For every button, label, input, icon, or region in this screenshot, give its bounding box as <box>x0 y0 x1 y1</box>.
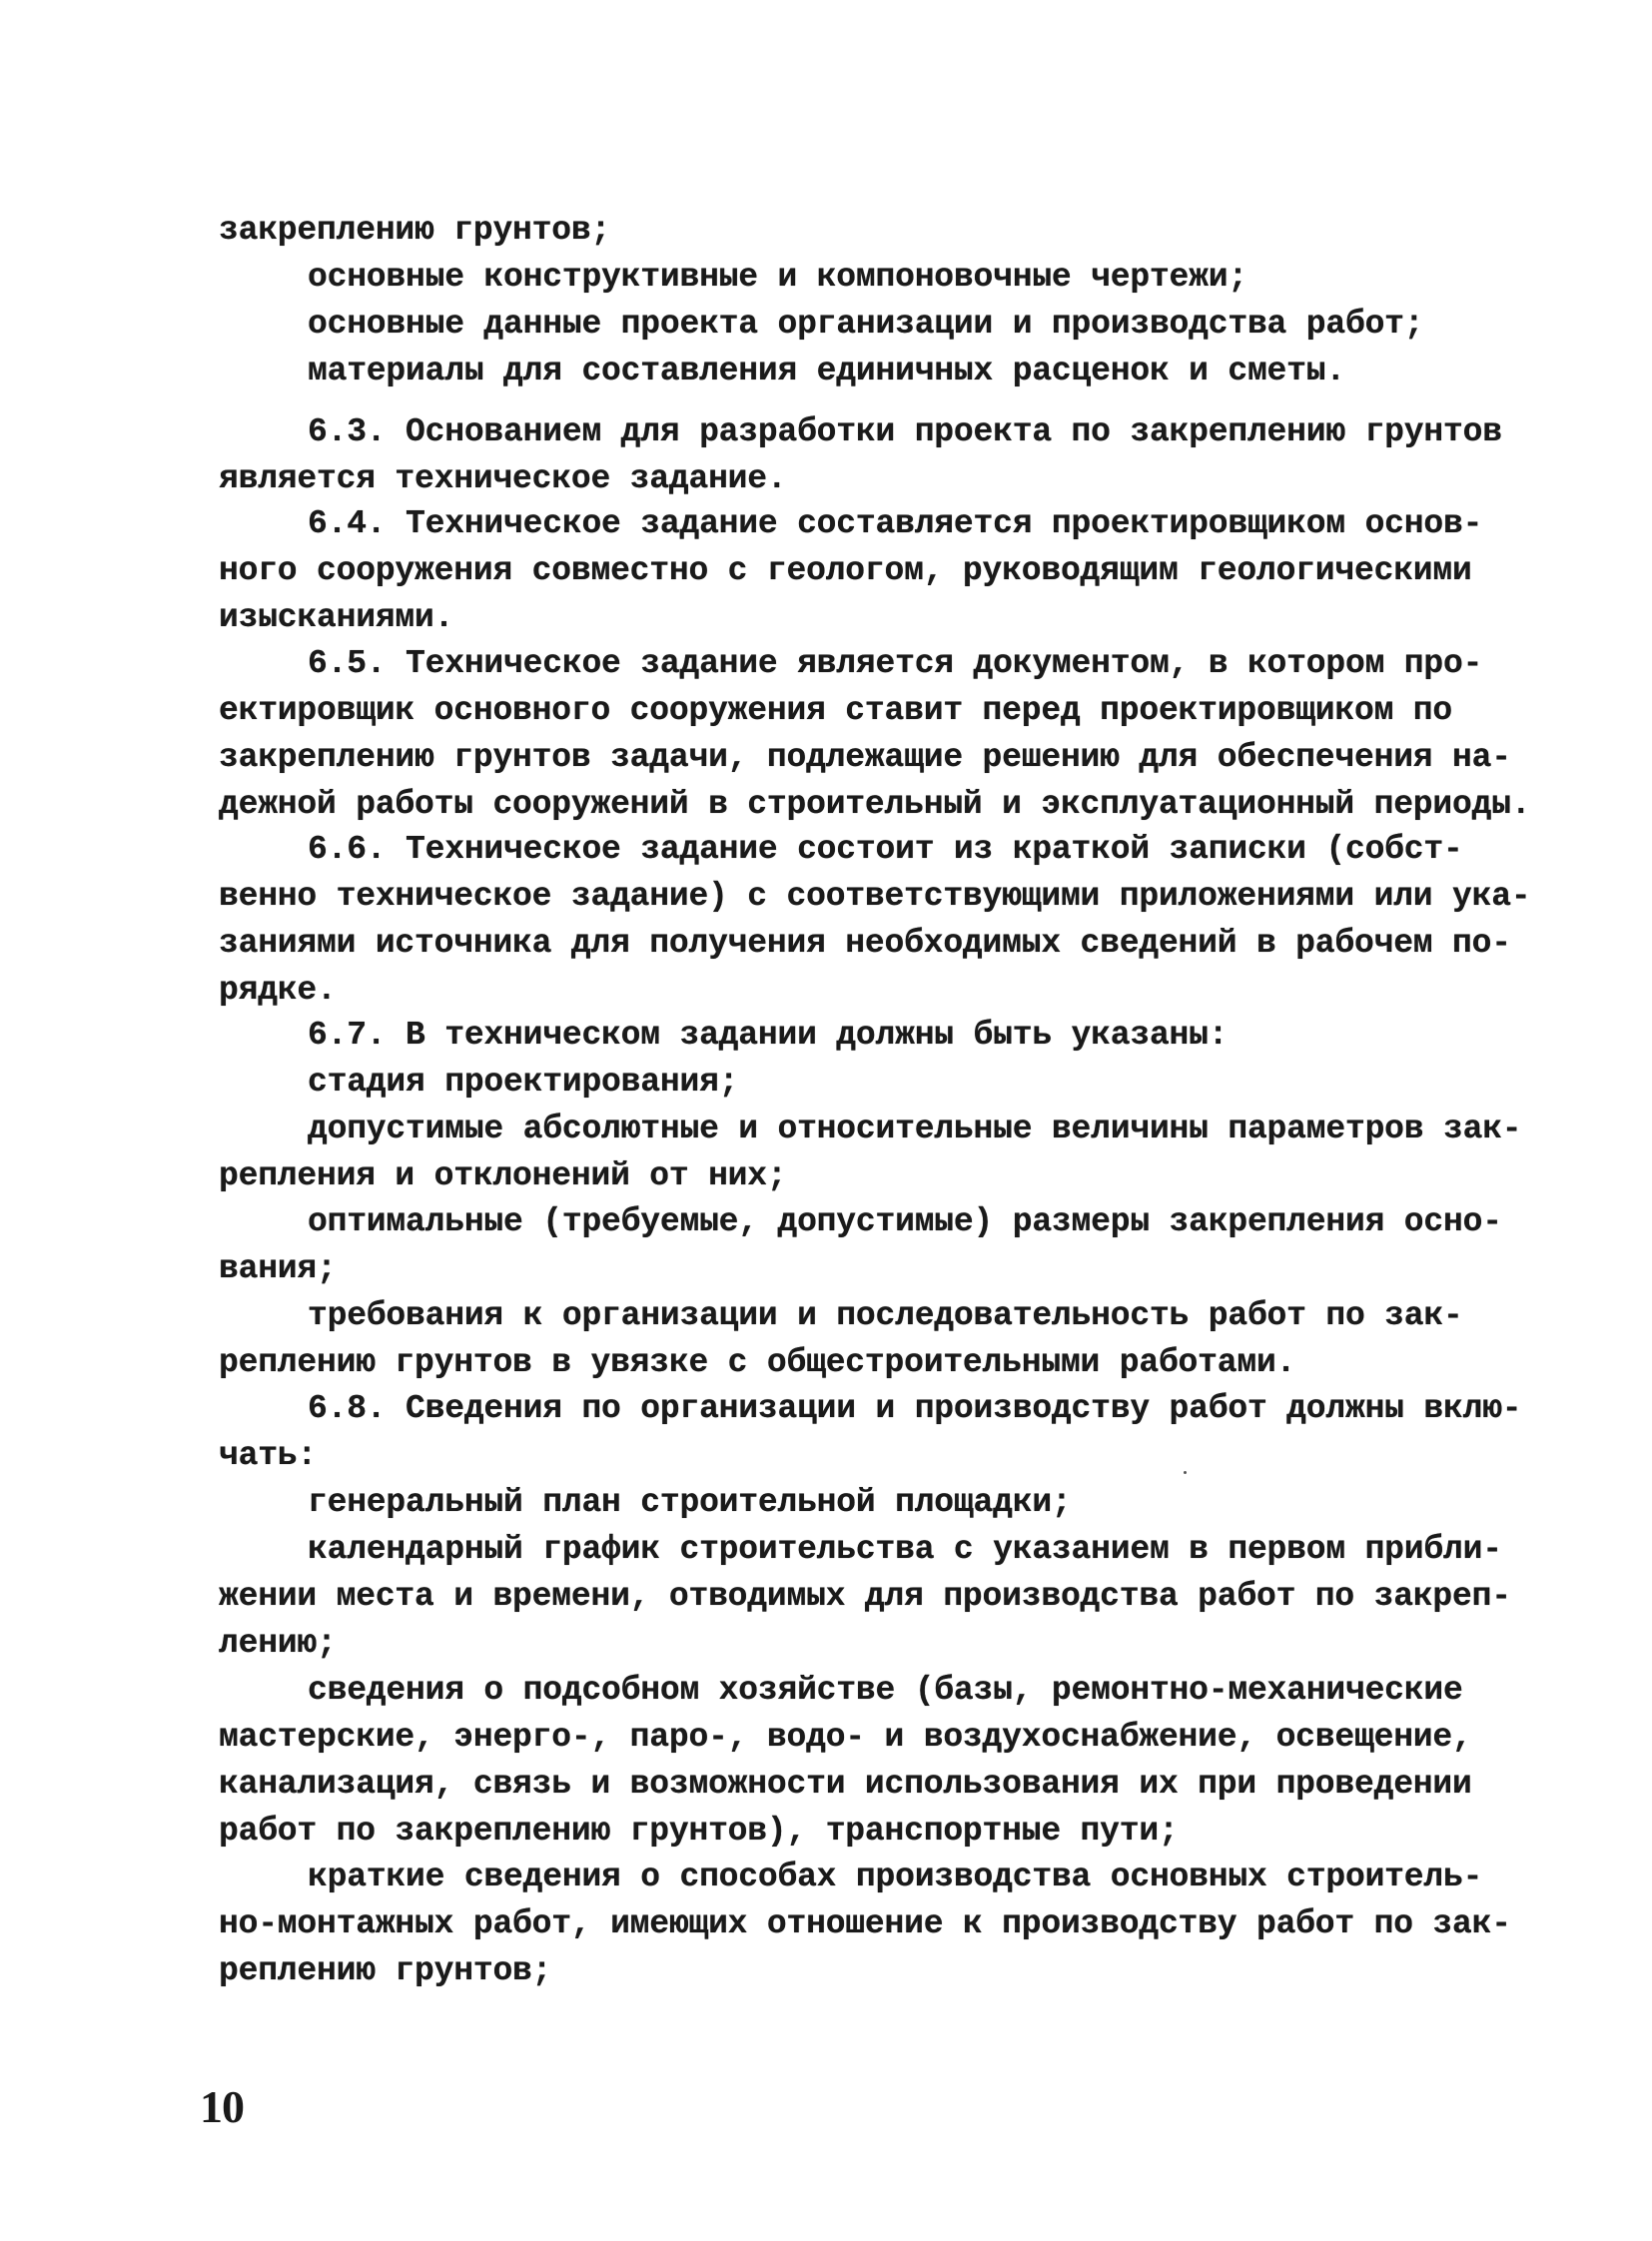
text-line: изысканиями. <box>219 599 454 636</box>
text-line: ектировщик основного сооружения ставит перед проектировщиком по <box>219 692 1453 729</box>
text-line: 6.8. Сведения по организации и производству работ должны вклю- <box>308 1390 1522 1427</box>
text-line: дежной работы сооружений в строительный и эксплуатационный периоды. <box>219 786 1531 823</box>
text-line: лению; <box>219 1625 337 1662</box>
page-number: 10 <box>200 2081 244 2132</box>
text-line: закреплению грунтов; <box>219 212 611 249</box>
text-line: заниями источника для получения необходимых сведений в рабочем по- <box>219 925 1511 962</box>
text-line: является техническое задание. <box>219 460 787 497</box>
text-line: допустимые абсолютные и относительные величины параметров зак- <box>308 1111 1522 1147</box>
text-line: 6.7. В техническом задании должны быть указаны: <box>308 1017 1229 1054</box>
text-line: канализация, связь и возможности использования их при проведении <box>219 1766 1472 1803</box>
text-line: материалы для составления единичных расценок и сметы. <box>308 353 1345 389</box>
text-line: календарный график строительства с указанием в первом прибли- <box>308 1531 1502 1568</box>
text-line: чать: <box>219 1437 318 1474</box>
text-line: оптимальные (требуемые, допустимые) размеры закрепления осно- <box>308 1203 1502 1240</box>
text-line: работ по закреплению грунтов), транспортные пути; <box>219 1813 1179 1850</box>
text-line: 6.5. Техническое задание является документом, в котором про- <box>308 645 1483 682</box>
text-line: основные данные проекта организации и производства работ; <box>308 306 1424 343</box>
text-line: стадия проектирования; <box>308 1064 739 1101</box>
text-line: жении места и времени, отводимых для производства работ по закреп- <box>219 1578 1511 1615</box>
text-line: мастерские, энерго-, паро-, водо- и воздухоснабжение, освещение, <box>219 1719 1472 1756</box>
text-line: 6.3. Основанием для разработки проекта по закреплению грунтов <box>308 413 1502 450</box>
scan-speck <box>1184 1471 1187 1474</box>
text-line: генеральный план строительной площадки; <box>308 1484 1072 1521</box>
text-line: краткие сведения о способах производства основных строитель- <box>308 1859 1483 1895</box>
text-line: вания; <box>219 1250 337 1287</box>
text-line: закреплению грунтов задачи, подлежащие решению для обеспечения на- <box>219 739 1511 776</box>
text-line: требования к организации и последовательность работ по зак- <box>308 1297 1463 1334</box>
text-line: реплению грунтов в увязке с общестроительными работами. <box>219 1344 1296 1381</box>
text-line: рядке. <box>219 972 337 1009</box>
text-line: ного сооружения совместно с геологом, руководящим геологическими <box>219 552 1472 589</box>
text-line: репления и отклонений от них; <box>219 1157 787 1194</box>
text-line: сведения о подсобном хозяйстве (базы, ремонтно-механические <box>308 1672 1463 1709</box>
text-line: 6.4. Техническое задание составляется проектировщиком основ- <box>308 505 1483 542</box>
text-line: реплению грунтов; <box>219 1952 552 1989</box>
text-line: 6.6. Техническое задание состоит из краткой записки (собст- <box>308 831 1463 868</box>
text-line: но-монтажных работ, имеющих отношение к производству работ по зак- <box>219 1905 1511 1942</box>
text-line: венно техническое задание) с соответствующими приложениями или ука- <box>219 878 1531 915</box>
text-line: основные конструктивные и компоновочные чертежи; <box>308 259 1247 296</box>
